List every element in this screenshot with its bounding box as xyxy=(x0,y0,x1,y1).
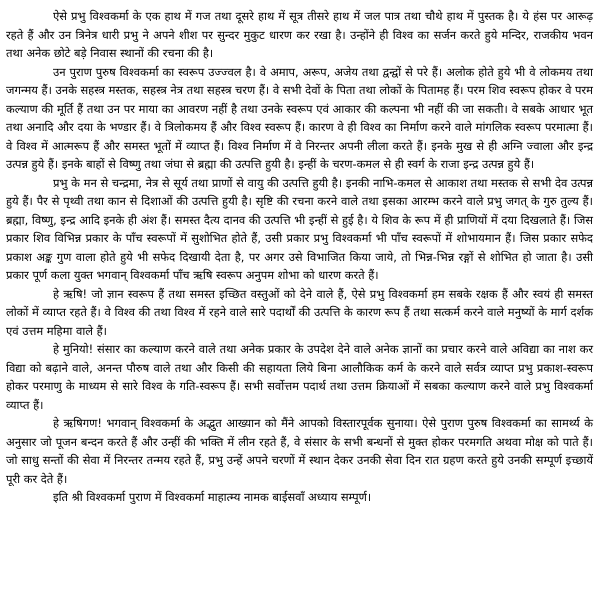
paragraph-rishigan-address: हे ऋषिगण! भगवान् विश्वकर्मा के अद्भुत आख्यान को मैंने आपको विस्तारपूर्वक सुनाया। ऐसे पुराण पुरुष विश्वकर्मा का सामर्थ्य के अनुसार जो पूजन बन्दन करते हैं और उन्हीं की भक्ति में लीन रहते हैं, वे संसार के सभी बन्धनों से मुक्त होकर परमगति अथवा मोक्ष को पाते हैं। जो साधु सन्तों की सेवा में निरन्तर तन्मय रहते हैं, प्रभु उन्हें अपने चरणों में स्थान देकर उनकी सेवा दिन रात ग्रहण करते हुये उनकी सम्पूर्ण इच्छायें पूरी कर देते हैं। xyxy=(6,416,593,486)
paragraph-munio-address: हे मुनियो! संसार का कल्याण करने वाले तथा अनेक प्रकार के उपदेश देने वाले अनेक ज्ञानों का प्रचार करने वाले अविद्या का नाश कर विद्या को बढ़ाने वाले, अनन्त पौरुष वाले तथा और किसी की सहायता लिये बिना आलौकिक कर्म के करने वाले सर्वत्र व्याप्त प्रभु प्रकाश-स्वरूप होकर परमाणु के माध्यम से सारे विश्व के गति-स्वरूप हैं। सभी सर्वोत्तम पदार्थ तथा उत्तम क्रियाओं में सबका कल्याण करने वाले प्रभु विश्वकर्मा व्याप्त हैं। xyxy=(6,342,593,412)
chapter-colophon: इति श्री विश्वकर्मा पुराण में विश्वकर्मा माहात्म्य नामक बाईसवाँ अध्याय सम्पूर्ण। xyxy=(53,490,372,504)
paragraph-rishi-address: हे ऋषि! जो ज्ञान स्वरूप हैं तथा समस्त इच्छित वस्तुओं को देने वाले हैं, ऐसे प्रभु विश्वकर्मा हम सबके रक्षक हैं और स्वयं ही समस्त लोकों में व्याप्त रहते हैं। वे विश्व की तथा विश्व में रहने वाले सारे पदार्थों की उत्पत्ति के कारण रूप हैं तथा सत्कर्म करने वाले मनुष्यों के मार्ग दर्शक एवं उत्तम महिमा वाले हैं। xyxy=(6,286,593,338)
paragraph-vishwakarma-form: ऐसे प्रभु विश्वकर्मा के एक हाथ में गज तथा दूसरे हाथ में सूत्र तीसरे हाथ में जल पात्र तथा चौथे हाथ में पुस्तक है। ये हंस पर आरूढ़ रहते हैं और उन त्रिनेत्र धारी प्रभु ने अपने शीश पर सुन्दर मुकुट धारण कर रखा है। उन्होंने ही विश्व का सर्जन करते हुये मन्दिर, राजकीय भवन तथा अनेक छोटे बड़े निवास स्थानों की रचना की है। xyxy=(6,9,593,60)
paragraph-creation: प्रभु के मन से चन्द्रमा, नेत्र से सूर्य तथा प्राणों से वायु की उत्पत्ति हुयी है। इनकी नाभि-कमल से आकाश तथा मस्तक से सभी देव उत्पन्न हुये हैं। पैर से पृथ्वी तथा कान से दिशाओं की उत्पत्ति हुयी है। सृष्टि की रचना करने वाले तथा इसका आरम्भ करने वाले प्रभु जगत् के गुरु तुल्य हैं। ब्रह्मा, विष्णु, इन्द्र आदि इनके ही अंश हैं। समस्त दैत्य दानव की उत्पत्ति भी इन्हीं से हुई है। ये शिव के रूप में ही प्राणियों में दया दिखलाते हैं। जिस प्रकार शिव विभिन्न प्रकार के पाँच स्वरूपों में सुशोभित होते हैं, उसी प्रकार प्रभु विश्वकर्मा भी पाँच स्वरूपों में शोभायमान हैं। जिस प्रकार सफेद प्रकाश अङ्क गुण वाला होते हुये भी सफेद दिखायी देता है, पर अगर उसे विभाजित किया जाये, तो भिन्न-भिन्न रङ्गों से शोभित हो जाता है। उसी प्रकार पूर्ण कला युक्त भगवान् विश्वकर्मा पाँच ऋषि स्वरूप अनुपम शोभा को धारण करते हैं। xyxy=(6,175,593,282)
paragraph-puran-purush: उन पुराण पुरुष विश्वकर्मा का स्वरूप उज्ज्वल है। वे अमाप, अरूप, अजेय तथा द्वन्द्वों से परे हैं। अलोक होते हुये भी वे लोकमय तथा जगन्मय हैं। उनके सहस्त्र मस्तक, सहस्त्र नेत्र तथा सहस्त्र चरण हैं। वे सभी देवों के पिता तथा लोकों के पितामह हैं। परम शिव स्वरूप होकर वे परम कल्याण की मूर्ति हैं तथा उन पर माया का आवरण नहीं है तथा उनके स्वरूप एवं आकार की कल्पना भी नहीं की जा सकती। वे सबके आधार भूत तथा अनादि और दया के भण्डार हैं। वे त्रिलोकमय हैं और विश्व स्वरूप हैं। कारण वे ही विश्व का निर्माण करने वाले मांगलिक स्वरूप परमात्मा हैं। वे विश्व में आत्मरूप हैं और समस्त भूतों में व्याप्त हैं। विश्व निर्माण में वे निरन्तर अपनी लीला करते हैं। इनके मुख से ही अग्नि ज्वाला और इन्द्र उत्पन्न हुये हैं। इनके बाहों से विष्णु तथा जंघा से ब्रह्मा की उत्पत्ति हुयी है। इन्हीं के चरण-कमल से ही स्वर्ग के राजा इन्द्र उत्पन्न हुये हैं। xyxy=(6,64,593,171)
